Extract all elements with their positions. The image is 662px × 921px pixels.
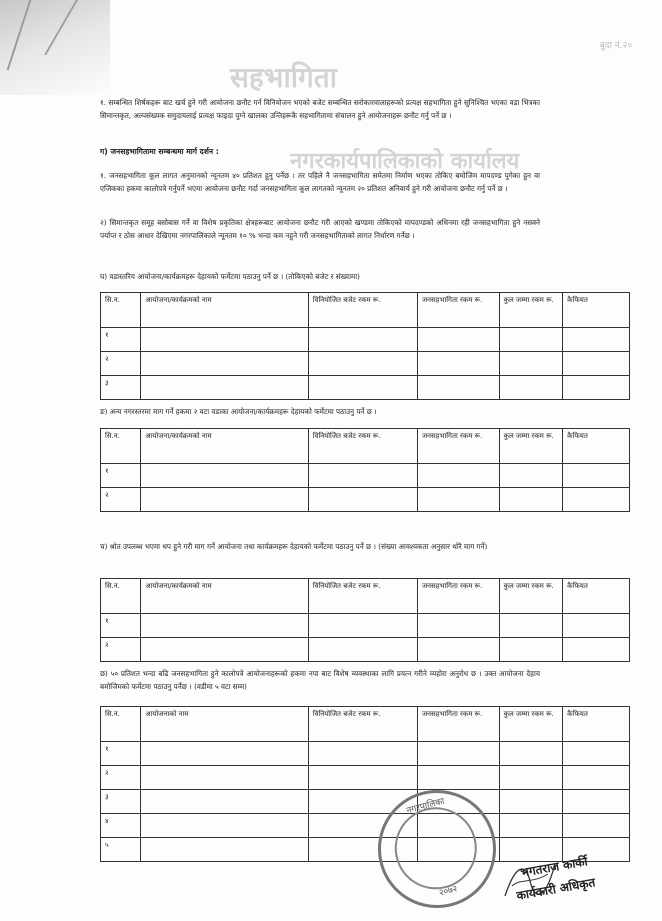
table-cell bbox=[141, 766, 308, 790]
table-header-row bbox=[101, 707, 630, 742]
table-cell bbox=[499, 352, 563, 376]
column-header: जनसहभागिता रकम रू. bbox=[417, 293, 499, 328]
table-row bbox=[101, 352, 630, 376]
row-number: ३ bbox=[101, 790, 141, 814]
table-row bbox=[101, 790, 630, 814]
table-row bbox=[101, 488, 630, 512]
column-header: कुल जम्मा रकम रू. bbox=[499, 293, 563, 328]
column-header: आयोजना/कार्यक्रमको नाम bbox=[141, 429, 308, 464]
table-cell bbox=[563, 352, 630, 376]
table-cell bbox=[563, 814, 630, 838]
table-cell bbox=[141, 464, 308, 488]
column-header: विनियोजित बजेट रकम रू. bbox=[308, 293, 417, 328]
table-row bbox=[101, 464, 630, 488]
table-cell bbox=[563, 376, 630, 400]
note-chha: छ) ५० प्रतिशत भन्दा बढि जनसहभागिता हुने कालोपत्रे आयोजनाहरूको हकमा नपा बाट विशेष व्यवस्थाका लागि प्रयत्न गरीने व्यहोरा अनुरोध छ । उक्त आयोजना देहाय बमोजिमको फर्मेटमा पठाउनु पर्नेछ । (वडीमा ५ वटा सम्म) bbox=[100, 669, 540, 691]
table-cell bbox=[499, 614, 563, 638]
column-header: कुल जम्मा रकम रू. bbox=[499, 579, 563, 614]
table-cell bbox=[141, 328, 308, 352]
table-cell bbox=[141, 838, 308, 862]
column-header: विनियोजित बजेट रकम रू. bbox=[308, 707, 417, 742]
table-cell bbox=[417, 614, 499, 638]
table-cell bbox=[141, 638, 308, 662]
table-row bbox=[101, 614, 630, 638]
row-number: ४ bbox=[101, 814, 141, 838]
page-mark: बुदा नं.२० bbox=[599, 41, 632, 51]
row-number: २ bbox=[101, 352, 141, 376]
row-number: २ bbox=[101, 766, 141, 790]
column-header: आयोजना/कार्यक्रमको नाम bbox=[141, 579, 308, 614]
column-header: जनसहभागिता रकम रू. bbox=[417, 429, 499, 464]
table-cell bbox=[563, 742, 630, 766]
table-header-row bbox=[101, 293, 630, 328]
table-cell bbox=[141, 352, 308, 376]
signatory-name: भगतराज कार्की bbox=[519, 854, 589, 880]
table-row bbox=[101, 742, 630, 766]
column-header: विनियोजित बजेट रकम रू. bbox=[308, 429, 417, 464]
budget-table-4 bbox=[100, 706, 630, 862]
row-number: १ bbox=[101, 742, 141, 766]
section-heading-g: ग) जनसहभागितामा सम्बन्धमा मार्ग दर्शन : bbox=[100, 147, 219, 156]
table-cell bbox=[308, 488, 417, 512]
table-cell bbox=[417, 488, 499, 512]
table-cell bbox=[499, 790, 563, 814]
note-cha: च) श्रोत उपलब्ध भएमा थप हुने गरी माग गर्ने आयोजना तथा कार्यक्रमहरू देहायको फर्मेटमा पठाउनु पर्ने छ । (संख्या आवश्यकता अनुसार थोरै माग गर्ने) bbox=[100, 542, 488, 551]
table-cell bbox=[563, 614, 630, 638]
table-cell bbox=[417, 742, 499, 766]
column-header: जनसहभागिता रकम रू. bbox=[417, 579, 499, 614]
column-header: सि.न. bbox=[101, 707, 141, 742]
table-cell bbox=[499, 814, 563, 838]
column-header: कुल जम्मा रकम रू. bbox=[499, 429, 563, 464]
row-number: १ bbox=[101, 614, 141, 638]
column-header: कैफियत bbox=[563, 429, 630, 464]
table-cell bbox=[499, 464, 563, 488]
column-header: कुल जम्मा रकम रू. bbox=[499, 707, 563, 742]
ghost-title-text: सहभागिता bbox=[230, 61, 337, 94]
table-cell bbox=[141, 814, 308, 838]
row-number: ३ bbox=[101, 376, 141, 400]
table-cell bbox=[141, 614, 308, 638]
column-header: सि.न. bbox=[101, 579, 141, 614]
table-cell bbox=[141, 790, 308, 814]
paragraph-1: १. सम्बन्धित शिर्षकहरू बाट खर्च हुने गरी आयोजना छनौट गर्न विनियोजन भएको बजेट सम्बन्धित सरोकारवालाहरूको प्रत्यक्ष सहभागिता हुने सुनिश्चित भएका वडा भित्रका सिमान्तकृत, अल्पसंख्यक समुदायलाई प्रत्यक्ष फाइदा पुग्ने खालका उन्तिहरूकै सहभागितामा संचालन हुने आयोजनाहरू छनौट गर्नु पर्ने छ । bbox=[100, 98, 540, 120]
table-cell bbox=[417, 638, 499, 662]
table-cell bbox=[141, 376, 308, 400]
seal-text: २०७२ bbox=[438, 884, 459, 899]
table-cell bbox=[308, 352, 417, 376]
row-number: २ bbox=[101, 488, 141, 512]
table-cell bbox=[417, 766, 499, 790]
table-cell bbox=[563, 638, 630, 662]
table-cell bbox=[308, 638, 417, 662]
table-cell bbox=[499, 328, 563, 352]
table-row bbox=[101, 638, 630, 662]
table-cell bbox=[417, 328, 499, 352]
budget-table-1 bbox=[100, 292, 630, 400]
table-header-row bbox=[101, 429, 630, 464]
table-cell bbox=[499, 638, 563, 662]
paragraph-g2: २) सिमान्तकृत समूह बसोबास गर्ने वा विशेष प्रकृतिका क्षेत्रहरूबाट आयोजना छनौट गरी आएको खण्डमा तोकिएको मापदण्डको अधिनमा रही जनसहभागिता हुने नसक्ने पर्याप्त र ठोस आधार देखिएमा नगरपालिकाले न्यूनतम १० % भन्दा कम नहुने गरी जनसहभागिताको लागत निर्धारण गर्नेछ । bbox=[100, 218, 540, 240]
note-gha: घ) वडास्तरिय आयोजना/कार्यक्रमहरू देहायको फर्मेटमा पठाउनु पर्ने छ । (तोकिएको बजेट र संख्यामा) bbox=[100, 272, 360, 281]
table-cell bbox=[417, 464, 499, 488]
row-number: १ bbox=[101, 328, 141, 352]
table-cell bbox=[499, 742, 563, 766]
budget-table-2 bbox=[100, 428, 630, 512]
signatory-title: कार्यकारी अधिकृत bbox=[515, 875, 597, 903]
table-cell bbox=[563, 766, 630, 790]
column-header: कैफियत bbox=[563, 579, 630, 614]
table-cell bbox=[563, 790, 630, 814]
table-cell bbox=[563, 464, 630, 488]
column-header: आयोजनाको नाम bbox=[141, 707, 308, 742]
table-row bbox=[101, 376, 630, 400]
note-nga: ङ) अन्य नगरस्तरमा माग गर्ने हकमा २ वटा वडाका आयोजना/कार्यक्रमहरू देहायको फर्मेटमा पठाउनु पर्ने छ । bbox=[100, 407, 377, 416]
column-header: सि.न. bbox=[101, 293, 141, 328]
paragraph-g1: १. जनसहभागिता कूल लागत अनुमानको न्यूनतम ४० प्रतिशत हुनु पर्नेछ । तर पहिले नै जनसहभागिता समेतमा निर्माण भएका तोकिए बमोजिम मापदण्ड पुगेका हुन वा एजिकका हकमा कालोपत्रे गर्नुपर्ने भएमा आयोजना छनौट गर्दा जनसहभागिता कूल लागतको न्यूनतम २० प्रतिशत अनिवार्य हुने गरी आयोजना छनौट गर्नु पर्ने छ । bbox=[100, 171, 540, 193]
table-cell bbox=[499, 376, 563, 400]
table-row bbox=[101, 814, 630, 838]
column-header: कैफियत bbox=[563, 293, 630, 328]
column-header: विनियोजित बजेट रकम रू. bbox=[308, 579, 417, 614]
page-corner-shadow bbox=[0, 0, 110, 95]
column-header: जनसहभागिता रकम रू. bbox=[417, 707, 499, 742]
table-cell bbox=[308, 464, 417, 488]
table-header-row bbox=[101, 579, 630, 614]
table-cell bbox=[308, 742, 417, 766]
column-header: कैफियत bbox=[563, 707, 630, 742]
table-row bbox=[101, 766, 630, 790]
table-cell bbox=[308, 376, 417, 400]
table-cell bbox=[499, 766, 563, 790]
table-cell bbox=[563, 328, 630, 352]
table-cell bbox=[308, 328, 417, 352]
table-cell bbox=[308, 766, 417, 790]
table-cell bbox=[417, 352, 499, 376]
column-header: आयोजना/कार्यक्रमको नाम bbox=[141, 293, 308, 328]
column-header: सि.न. bbox=[101, 429, 141, 464]
table-cell bbox=[417, 376, 499, 400]
seal-text: नगरपालिका bbox=[405, 796, 446, 817]
table-cell bbox=[499, 488, 563, 512]
table-row bbox=[101, 328, 630, 352]
table-cell bbox=[141, 488, 308, 512]
table-cell bbox=[563, 488, 630, 512]
row-number: २ bbox=[101, 638, 141, 662]
ghost-title-text: नगरकार्यपालिकाको कार्यालय bbox=[290, 149, 520, 174]
table-cell bbox=[308, 614, 417, 638]
row-number: ५ bbox=[101, 838, 141, 862]
table-cell bbox=[141, 742, 308, 766]
budget-table-3 bbox=[100, 578, 630, 662]
row-number: १ bbox=[101, 464, 141, 488]
